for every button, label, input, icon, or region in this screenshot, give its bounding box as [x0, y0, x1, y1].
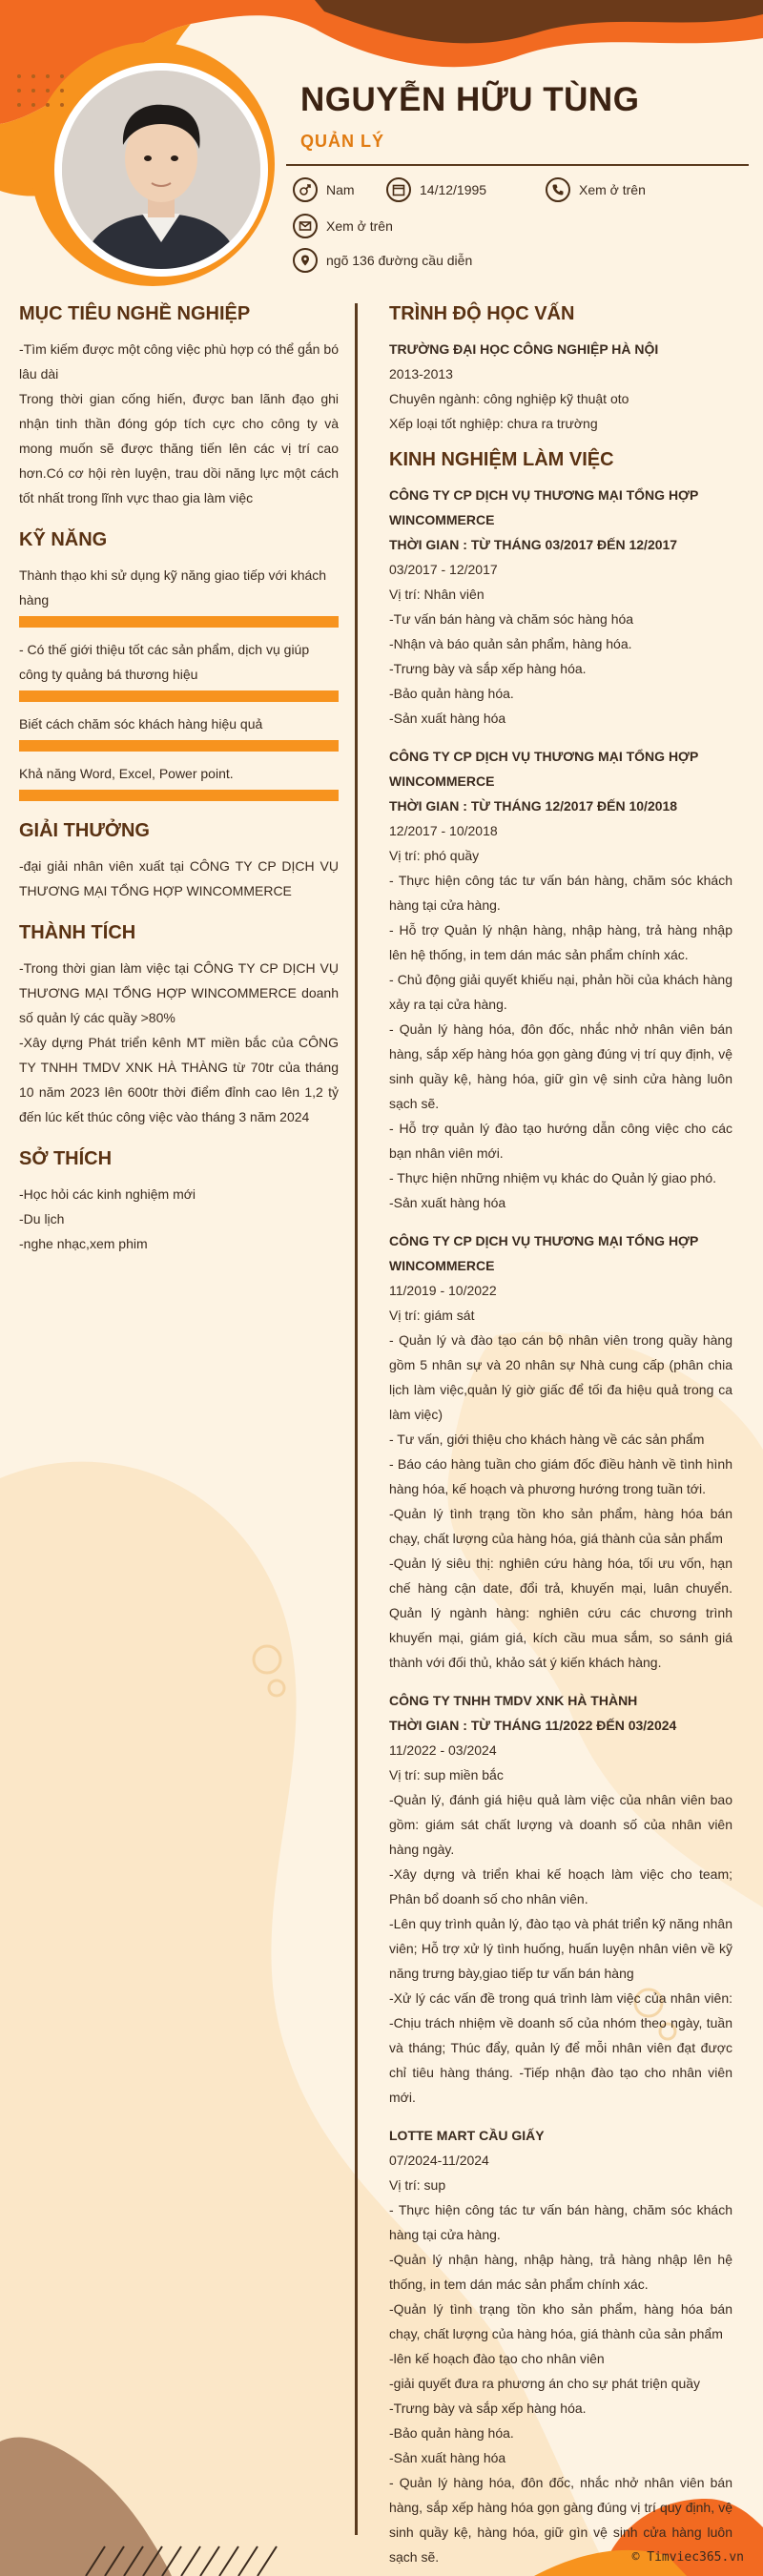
job-detail-line: - Thực hiện những nhiệm vụ khác do Quản lý giao phó. — [389, 1170, 717, 1185]
job-detail-line: -Sản xuất hàng hóa — [389, 2450, 506, 2465]
job-detail-line: Vị trí: sup miền bắc — [389, 1767, 504, 1783]
job-detail-line: 03/2017 - 12/2017 — [389, 562, 498, 577]
skill-bar-fill — [19, 790, 339, 801]
job-time: THỜI GIAN : TỪ THÁNG 03/2017 ĐẾN 12/2017 — [389, 537, 678, 552]
left-column — [19, 303, 339, 1275]
gender-text: Nam — [326, 182, 355, 197]
job-detail-line: 11/2019 - 10/2022 — [389, 1283, 497, 1298]
phone-info — [546, 177, 646, 202]
job-entry — [389, 1228, 732, 1675]
education-title: TRÌNH ĐỘ HỌC VẤN — [389, 303, 575, 324]
job-detail-line: -Sản xuất hàng hóa — [389, 711, 506, 726]
job-detail-line: - Báo cáo hàng tuần cho giám đốc điều hành về tình hình hàng hóa, kế hoạch và phương hướng trong tuần tới. — [389, 1456, 732, 1496]
job-detail-line: - Quản lý hàng hóa, đôn đốc, nhắc nhở nhân viên bán hàng, sắp xếp hàng hóa gọn gàng đúng vị trí quy định, vệ sinh quầy kệ, hàng hóa, giữ gìn vệ sinh cửa hàng luôn sạch sẽ. — [389, 1021, 732, 1111]
job-detail-line: -Trưng bày và sắp xếp hàng hóa. — [389, 661, 587, 676]
hobby-item: -nghe nhạc,xem phim — [19, 1236, 148, 1251]
skill-bar-fill — [19, 690, 339, 702]
education-grade: Xếp loại tốt nghiệp: chưa ra trường — [389, 416, 598, 431]
job-detail-line: -Trưng bày và sắp xếp hàng hóa. — [389, 2401, 587, 2416]
email-text: Xem ở trên — [326, 218, 393, 234]
job-detail-line: - Thực hiện công tác tư vấn bán hàng, chăm sóc khách hàng tại cửa hàng. — [389, 2202, 732, 2242]
achievements-title: THÀNH TÍCH — [19, 922, 136, 943]
objective-section — [19, 303, 339, 510]
skill-bar-fill — [19, 740, 339, 752]
job-detail-line: - Thực hiện công tác tư vấn bán hàng, chăm sóc khách hàng tại cửa hàng. — [389, 873, 732, 913]
achievement-line: -Xây dựng Phát triển kênh MT miền bắc của CÔNG TY TNHH TMDV XNK HÀ THÀNG từ 70tr của tháng 10 năm 2023 lên 600tr thời điểm đỉnh cao lên 1,2 tỷ đến lúc kết thúc công việc vào tháng 3 năm 2024 — [19, 1035, 339, 1124]
avatar — [54, 63, 268, 277]
skill-item: - Có thế giới thiệu tốt các sản phẩm, dịch vụ giúp công ty quảng bá thương hiệu — [19, 637, 339, 702]
avatar-portrait — [62, 71, 260, 269]
job-detail-line: -Quản lý nhận hàng, nhập hàng, trả hàng nhập lên hệ thống, in tem dán mác sản phẩm chính xác. — [389, 2252, 732, 2292]
job-company: LOTTE MART CẦU GIẤY — [389, 2128, 545, 2143]
skill-item: Khả năng Word, Excel, Power point. — [19, 761, 339, 801]
column-divider — [355, 303, 358, 2535]
dob-info — [386, 177, 486, 202]
job-entry — [389, 483, 732, 731]
job-detail-line: -Xây dựng và triển khai kế hoạch làm việc cho team; Phân bổ doanh số cho nhân viên. — [389, 1866, 732, 1906]
job-detail-line: -Bảo quản hàng hóa. — [389, 686, 514, 701]
job-detail-line: 07/2024-11/2024 — [389, 2153, 489, 2168]
job-detail-line: -Lên quy trình quản lý, đào tạo và phát triển kỹ năng nhân viên; Hỗ trợ xử lý tình huống, huấn luyện nhân viên về kỹ năng trưng bày,giao tiếp tư vấn bán hàng — [389, 1916, 732, 1981]
address-text: ngõ 136 đường cầu diễn — [326, 253, 473, 268]
skill-bar — [19, 740, 339, 752]
hobbies-section — [19, 1148, 339, 1256]
hobby-item: -Du lịch — [19, 1211, 65, 1226]
job-company: CÔNG TY CP DỊCH VỤ THƯƠNG MẠI TỔNG HỢP WINCOMMERCE — [389, 749, 699, 789]
job-company: CÔNG TY CP DỊCH VỤ THƯƠNG MẠI TỔNG HỢP WINCOMMERCE — [389, 487, 699, 527]
job-detail-line: -Bảo quản hàng hóa. — [389, 2425, 514, 2441]
skills-title: KỸ NĂNG — [19, 529, 108, 550]
job-detail-line: -Quản lý siêu thị: nghiên cứu hàng hóa, tối ưu vốn, hạn chế hàng cận date, đổi trả, khuyến mại, luân chuyển. Quản lý ngành hàng: nghiên cứu các chương trình khuyến mại, giám giá, kích cầu mua sắm, so sánh giá thành với đối thủ, khảo sát ý kiến khách hàng. — [389, 1556, 732, 1670]
awards-section — [19, 820, 339, 903]
job-detail-line: -Quản lý tình trạng tồn kho sản phẩm, hàng hóa bán chạy, chất lượng của hàng hóa, giá thành của sản phẩm — [389, 2301, 732, 2341]
experience-title: KINH NGHIỆM LÀM VIỆC — [389, 449, 614, 470]
candidate-name: NGUYỄN HỮU TÙNG — [300, 81, 640, 118]
job-detail-line: - Tư vấn, giới thiệu cho khách hàng về các sản phẩm — [389, 1432, 705, 1447]
awards-title: GIẢI THƯỞNG — [19, 820, 150, 841]
job-list — [389, 483, 732, 2569]
job-detail-line: - Chủ động giải quyết khiếu nại, phản hồi của khách hàng xảy ra tại cửa hàng. — [389, 972, 732, 1012]
hobbies-title: SỞ THÍCH — [19, 1148, 113, 1169]
job-company: CÔNG TY CP DỊCH VỤ THƯƠNG MẠI TỔNG HỢP WINCOMMERCE — [389, 1233, 699, 1273]
achievement-line: -Trong thời gian làm việc tại CÔNG TY CP DỊCH VỤ THƯƠNG MẠI TỔNG HỢP WINCOMMERCE doanh số quản lý các quầy >80% — [19, 960, 339, 1025]
achievements-section — [19, 922, 339, 1129]
job-detail-line: - Quản lý hàng hóa, đôn đốc, nhắc nhở nhân viên bán hàng, sắp xếp hàng hóa gọn gàng đúng vị trí quy định, vệ sinh quầy kệ, hàng hóa, giữ gìn vệ sinh cửa hàng luôn sạch sẽ. — [389, 2475, 732, 2565]
skill-item: Biết cách chăm sóc khách hàng hiệu quả — [19, 711, 339, 752]
phone-text: Xem ở trên — [579, 182, 646, 197]
address-info — [293, 248, 472, 273]
job-detail-line: 12/2017 - 10/2018 — [389, 823, 498, 838]
location-pin-icon — [293, 248, 318, 273]
job-detail-line: -Quản lý, đánh giá hiệu quả làm việc của nhân viên bao gồm: giám sát chất lượng và doanh số của nhân viên hàng ngày. — [389, 1792, 732, 1857]
job-detail-line: Vị trí: phó quầy — [389, 848, 480, 863]
objective-line-2: Trong thời gian cống hiến, được ban lãnh đạo ghi nhận tinh thần đóng góp tích cực cho công ty và mong muốn sẽ được thăng tiến lên các vị trí cao hơn.Có cơ hội rèn luyện, trau dồi năng lực một cách tốt nhất trong lĩnh vực thao gia làm việc — [19, 391, 339, 505]
skill-bar — [19, 790, 339, 801]
experience-section — [389, 449, 732, 2569]
school-name: TRƯỜNG ĐẠI HỌC CÔNG NGHIỆP HÀ NỘI — [389, 341, 659, 357]
skill-bar — [19, 690, 339, 702]
skill-bar-fill — [19, 616, 339, 628]
skills-section — [19, 529, 339, 801]
email-icon — [293, 214, 318, 238]
award-line: -đại giải nhân viên xuất tại CÔNG TY CP DỊCH VỤ THƯƠNG MẠI TỔNG HỢP WINCOMMERCE — [19, 858, 339, 898]
job-detail-line: Vị trí: giám sát — [389, 1308, 475, 1323]
gender-icon — [293, 177, 318, 202]
job-detail-line: -Xử lý các vấn đề trong quá trình làm việc của nhân viên: -Chịu trách nhiệm về doanh số của nhóm theo ngày, tuần và tháng; Thúc đẩy, quản lý để mỗi nhân viên đạt được chỉ tiêu hàng tháng. -Tiếp nhận đào tạo cho nhân viên mới. — [389, 1990, 732, 2105]
hobby-item: -Học hỏi các kinh nghiệm mới — [19, 1186, 196, 1202]
job-entry — [389, 2123, 732, 2569]
job-detail-line: - Hỗ trợ quản lý đào tạo hướng dẫn công việc cho các bạn nhân viên mới. — [389, 1121, 732, 1161]
job-company: CÔNG TY TNHH TMDV XNK HÀ THÀNH — [389, 1693, 638, 1708]
phone-icon — [546, 177, 570, 202]
job-time: THỜI GIAN : TỪ THÁNG 12/2017 ĐẾN 10/2018 — [389, 798, 678, 814]
watermark: © Timviec365.vn — [631, 2550, 744, 2565]
job-detail-line: Vị trí: Nhân viên — [389, 587, 485, 602]
job-detail-line: - Quản lý và đào tạo cán bộ nhân viên trong quầy hàng gồm 5 nhân sự và 20 nhân sự Nhà cung cấp (phân chia lịch làm việc,quản lý giờ giấc để tối đa hiệu quả trong ca làm việc) — [389, 1332, 732, 1422]
job-time: THỜI GIAN : TỪ THÁNG 11/2022 ĐẾN 03/2024 — [389, 1718, 677, 1733]
job-detail-line: -lên kế hoạch đào tạo cho nhân viên — [389, 2351, 605, 2366]
header-divider — [286, 164, 749, 166]
job-detail-line: -giải quyết đưa ra phương án cho sự phát triện quầy — [389, 2376, 701, 2391]
objective-line-1: -Tìm kiếm được một công việc phù hợp có thể gắn bó lâu dài — [19, 341, 339, 381]
job-entry — [389, 1688, 732, 2110]
job-detail-line: Vị trí: sup — [389, 2177, 446, 2193]
job-detail-line: -Tư vấn bán hàng và chăm sóc hàng hóa — [389, 611, 634, 627]
dob-text: 14/12/1995 — [420, 182, 487, 197]
job-detail-line: 11/2022 - 03/2024 — [389, 1742, 497, 1758]
skill-item: Thành thạo khi sử dụng kỹ năng giao tiếp với khách hàng — [19, 563, 339, 628]
job-detail-line: -Nhận và báo quản sản phẩm, hàng hóa. — [389, 636, 632, 651]
job-detail-line: -Sản xuất hàng hóa — [389, 1195, 506, 1210]
job-detail-line: - Hỗ trợ Quản lý nhận hàng, nhập hàng, trả hàng nhập lên hệ thống, in tem dán mác sản phẩm chính xác. — [389, 922, 732, 962]
education-period: 2013-2013 — [389, 366, 453, 381]
job-detail-line: -Quản lý tình trạng tồn kho sản phẩm, hàng hóa bán chạy, chất lượng của hàng hóa, giá thành của sản phẩm — [389, 1506, 732, 1546]
education-section — [389, 303, 732, 436]
objective-title: MỤC TIÊU NGHỀ NGHIỆP — [19, 303, 251, 324]
skill-bar — [19, 616, 339, 628]
calendar-icon — [386, 177, 411, 202]
email-info — [293, 214, 393, 238]
right-column — [389, 303, 732, 2576]
gender-info — [293, 177, 355, 202]
candidate-role: QUẢN LÝ — [300, 132, 384, 151]
education-major: Chuyên ngành: công nghiệp kỹ thuật oto — [389, 391, 629, 406]
job-entry — [389, 744, 732, 1215]
